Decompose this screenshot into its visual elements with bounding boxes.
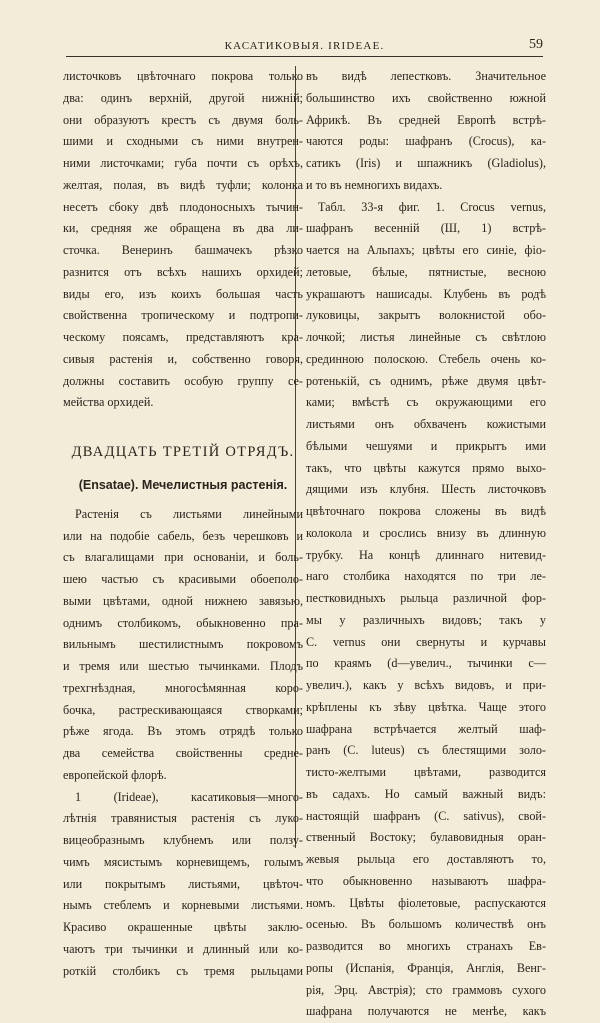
text-line: ки, средняя же обращена въ два ли-	[63, 218, 303, 240]
text-line: мейства орхидей.	[63, 392, 303, 414]
text-line: европейской флорѣ.	[63, 765, 303, 787]
text-line: увелич.), какъ у всѣхъ видовъ, и при-	[306, 675, 546, 697]
text-line: разнится отъ всѣхъ нашихъ орхидей;	[63, 262, 303, 284]
page-number: 59	[529, 37, 543, 53]
text-line: большинство ихъ свойственно южной	[306, 88, 546, 110]
text-line: трехгнѣздная, многосѣмянная коро-	[63, 678, 303, 700]
text-line: желтая, полая, въ видѣ туфли; колонка	[63, 175, 303, 197]
text-line: листочковъ цвѣточнаго покрова только	[63, 66, 303, 88]
text-line: бѣлыми чешуями и прикрытъ ими	[306, 436, 546, 458]
right-paragraph-1	[306, 66, 546, 197]
text-line: пестковидныхъ рыльца различной фор-	[306, 588, 546, 610]
text-line: номъ. Цвѣты фіолетовые, распускаются	[306, 893, 546, 915]
text-line: ними листочками; губа почти съ орѣхъ,	[63, 153, 303, 175]
running-header	[66, 38, 543, 57]
text-line: C. vernus они свернуты и курчавы	[306, 632, 546, 654]
text-line: листьями онъ обхваченъ кожистыми	[306, 414, 546, 436]
text-line: рѣже ягода. Въ этомъ отрядѣ только	[63, 721, 303, 743]
left-paragraph-2	[63, 504, 303, 787]
text-line: чаются роды: шафранъ (Crocus), ка-	[306, 131, 546, 153]
text-line: летовые, бѣлые, пятнистые, весною	[306, 262, 546, 284]
text-line: ротенькій, съ однимъ, рѣже двумя цвѣт-	[306, 371, 546, 393]
text-line: шафрана встрѣчается желтый шаф-	[306, 719, 546, 741]
text-line: шими и сходными съ ними внутрен-	[63, 131, 303, 153]
text-line: или покрытымъ листьями, цвѣточ-	[63, 874, 303, 896]
text-line: ственный Востоку; булавовидныя оран-	[306, 827, 546, 849]
right-paragraph-2	[306, 197, 546, 1023]
text-line: мы у различныхъ видовъ; такъ у	[306, 610, 546, 632]
text-line: нымъ стеблемъ и корневыми листьями.	[63, 895, 303, 917]
text-line: два: одинъ верхній, другой нижній;	[63, 88, 303, 110]
text-line: по краямъ (d—увелич., тычинки c—	[306, 653, 546, 675]
text-line: луковицы, закрытъ волокнистой обо-	[306, 305, 546, 327]
text-line: два семейства свойственны средне-	[63, 743, 303, 765]
text-line: сточка. Венеринъ башмачекъ рѣзко	[63, 240, 303, 262]
text-line: шею частью съ красивыми обоеполо-	[63, 569, 303, 591]
text-line: несетъ сбоку двѣ плодоносныхъ тычин-	[63, 197, 303, 219]
text-line: жевыя рыльца его доставляютъ то,	[306, 849, 546, 871]
text-line: крѣплены къ зѣву цвѣтка. Чаще этого	[306, 697, 546, 719]
text-line: Красиво окрашенные цвѣты заклю-	[63, 917, 303, 939]
text-line: ропы (Испанія, Франція, Англія, Венг-	[306, 958, 546, 980]
left-paragraph-3	[63, 787, 303, 983]
text-line: разводится во многихъ странахъ Ев-	[306, 936, 546, 958]
text-line: рія, Эрц. Австрія); сто граммовъ сухого	[306, 980, 546, 1002]
right-column	[306, 66, 546, 1023]
text-line: лочкой; листья линейные съ свѣтлою	[306, 327, 546, 349]
text-line: сивыя растенія и, собственно говоря,	[63, 349, 303, 371]
text-line: украшаютъ нашисады. Клубень въ родѣ	[306, 284, 546, 306]
text-line: съ влагалищами при основаніи, и боль-	[63, 547, 303, 569]
text-line: Растенія съ листьями линейными	[63, 504, 303, 526]
text-line: вильнымъ шестилистнымъ покровомъ	[63, 634, 303, 656]
text-line: выми цвѣтами, одной нижнею завязью,	[63, 591, 303, 613]
text-line: трубку. На концѣ длиннаго нитевид-	[306, 545, 546, 567]
text-line: цвѣточнаго покрова сложены въ видѣ	[306, 501, 546, 523]
text-line: тисто-желтыми цвѣтами, разводится	[306, 762, 546, 784]
section-subheading: (Ensatae). Мечелистныя растенія.	[63, 474, 303, 496]
text-line: что обыкновенно называютъ шафра-	[306, 871, 546, 893]
text-line: однимъ столбикомъ, обыкновенно пра-	[63, 613, 303, 635]
text-line: лѣтнія травянистыя растенія съ луко-	[63, 808, 303, 830]
text-line: въ видѣ лепестковъ. Значительное	[306, 66, 546, 88]
section-heading: ДВАДЦАТЬ ТРЕТІЙ ОТРЯДЪ.	[63, 440, 303, 464]
text-line: Табл. 33-я фиг. 1. Crocus vernus,	[306, 197, 546, 219]
text-line: роткій столбикъ съ тремя рыльцами	[63, 961, 303, 983]
text-line: вицеобразнымъ клубнемъ или ползу-	[63, 830, 303, 852]
left-paragraph-1	[63, 66, 303, 414]
text-line: чаютъ три тычинки и длинный или ко-	[63, 939, 303, 961]
text-line: ками; вмѣстѣ съ окружающими его	[306, 392, 546, 414]
text-line: въ садахъ. Но самый важный видъ:	[306, 784, 546, 806]
text-line: Африкѣ. Въ средней Европѣ встрѣ-	[306, 110, 546, 132]
text-line: 1 (Irideae), касатиковыя—много-	[63, 787, 303, 809]
text-line: виды его, изъ коихъ большая часть	[63, 284, 303, 306]
text-line: должны составить особую группу се-	[63, 371, 303, 393]
text-line: ранъ (C. luteus) съ блестящими золо-	[306, 740, 546, 762]
text-line: и тремя или шестью тычинками. Плодъ	[63, 656, 303, 678]
text-line: наго столбика находятся по три ле-	[306, 566, 546, 588]
text-line: бочка, растрескивающаяся створками;	[63, 700, 303, 722]
text-line: ческому поясамъ, представляютъ кра-	[63, 327, 303, 349]
text-line: настоящій шафранъ (C. sativus), свой-	[306, 806, 546, 828]
text-line: и то въ немногихъ видахъ.	[306, 175, 546, 197]
text-line: чимъ мясистымъ корневищемъ, голымъ	[63, 852, 303, 874]
text-line: чается на Альпахъ; цвѣты его синіе, фіо-	[306, 240, 546, 262]
text-line: дящими изъ клубня. Шесть листочковъ	[306, 479, 546, 501]
text-line: шафрана получаются не менѣе, какъ	[306, 1001, 546, 1023]
text-line: такъ, что цвѣты кажутся прямо выхо-	[306, 458, 546, 480]
text-line: свойственна тропическому и подтропи-	[63, 305, 303, 327]
running-title: КАСАТИКОВЫЯ. IRIDEAE.	[66, 40, 543, 52]
left-column	[63, 66, 303, 982]
text-line: шафранъ весенній (Ш, 1) встрѣ-	[306, 218, 546, 240]
text-line: колокола и срослись внизу въ длинную	[306, 523, 546, 545]
text-line: они образуютъ крестъ съ двумя боль-	[63, 110, 303, 132]
text-line: срединною полоскою. Стебель очень ко-	[306, 349, 546, 371]
text-line: сатикъ (Iris) и шпажникъ (Gladiolus),	[306, 153, 546, 175]
text-line: осенью. Въ большомъ количествѣ онъ	[306, 914, 546, 936]
text-line: или на подобіе сабель, безъ черешковъ и	[63, 526, 303, 548]
